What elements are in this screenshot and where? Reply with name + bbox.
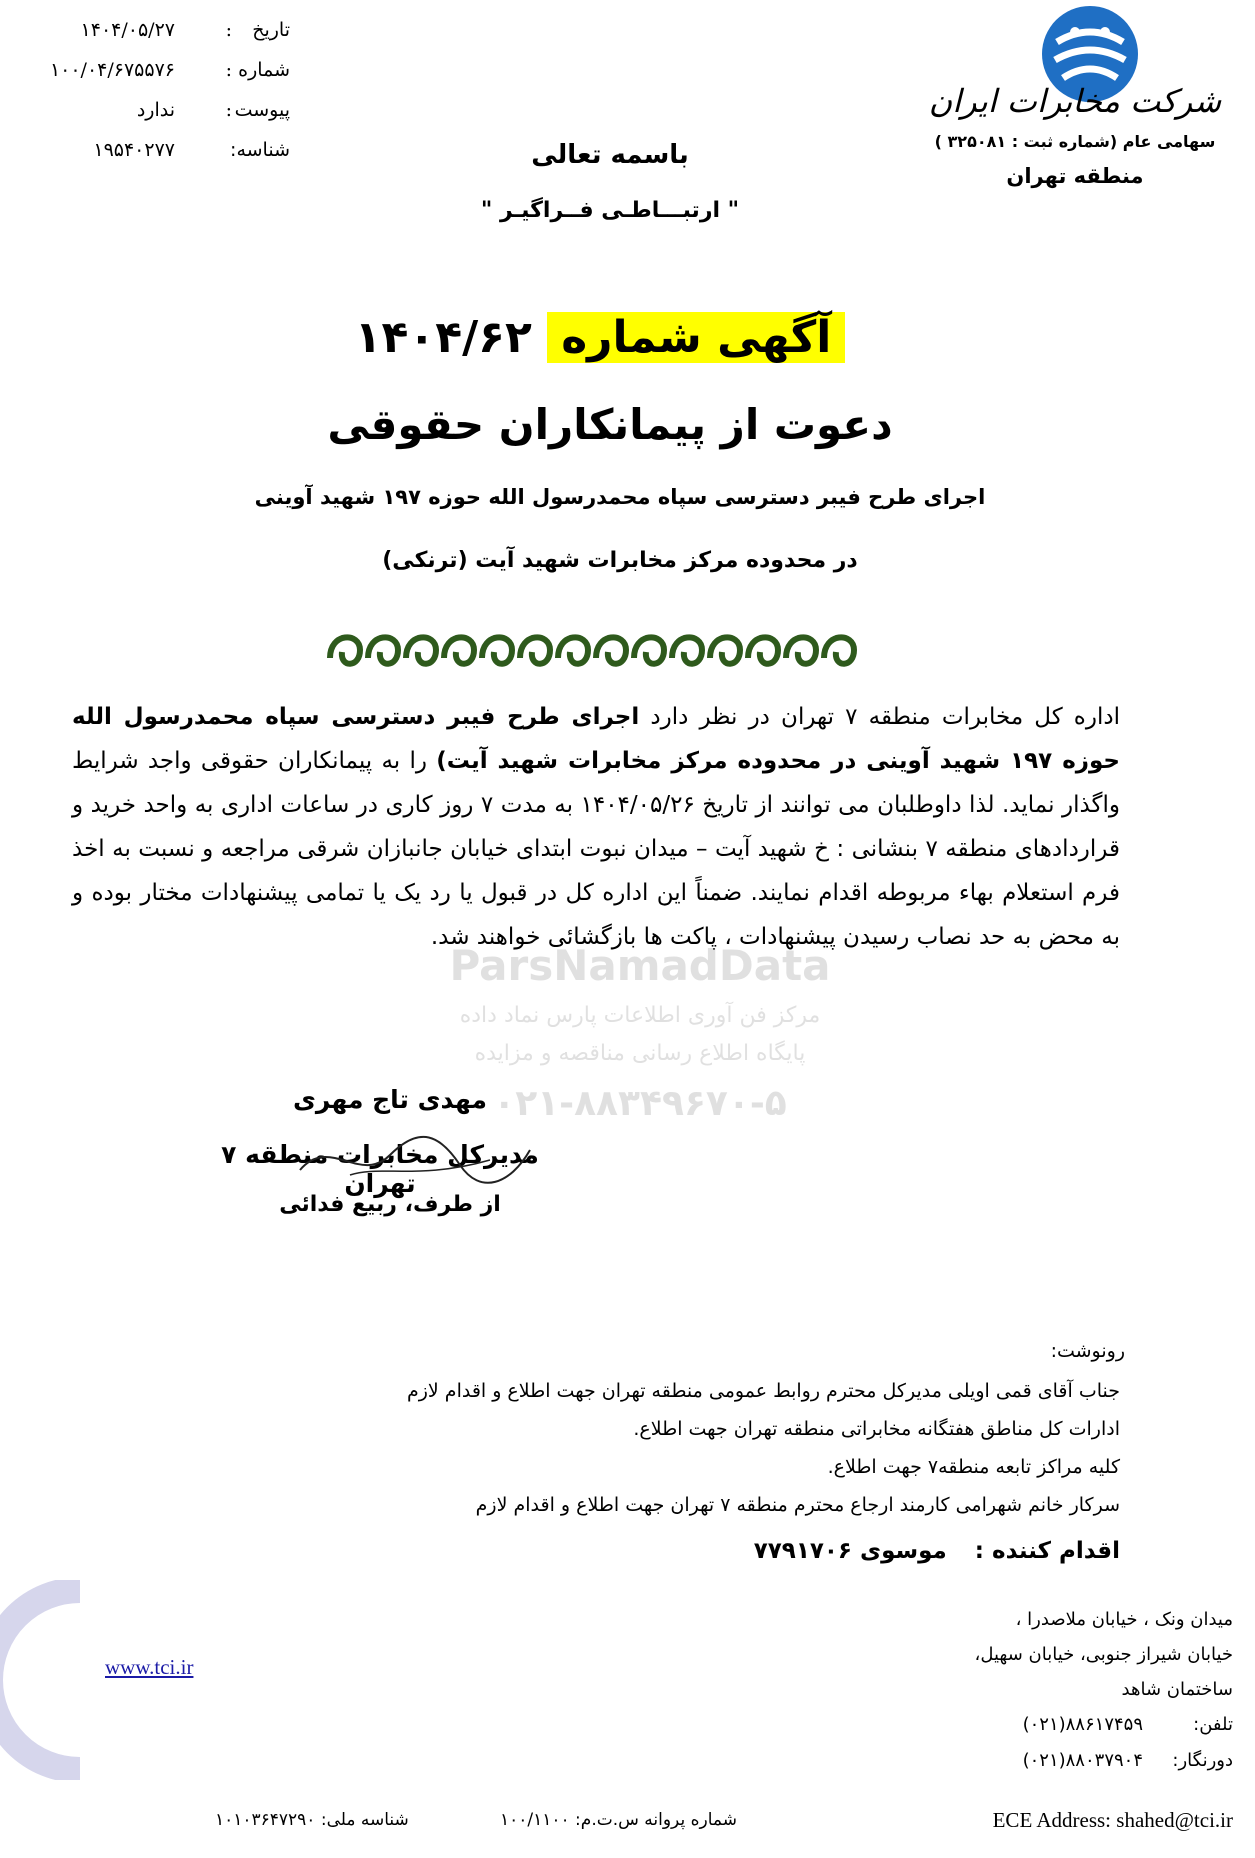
ornament-loop xyxy=(710,637,740,663)
watermark-brand: ParsNamadData xyxy=(449,941,831,990)
slogan: " ارتبـــاطـی فــراگیـر " xyxy=(480,198,740,223)
meta-id-label: شناسه: xyxy=(230,139,290,161)
meta-colon: : xyxy=(225,99,232,121)
footer-license: شماره پروانه س.ت.م: ۱۰۰/۱۱۰۰ xyxy=(500,1810,737,1830)
handwritten-signature-icon xyxy=(290,1125,540,1195)
cc-item: کلیه مراکز تابعه منطقه۷ جهت اطلاع. xyxy=(827,1456,1120,1478)
action-by xyxy=(754,1538,1120,1564)
meta-date-value: ۱۴۰۴/۰۵/۲۷ xyxy=(80,19,175,41)
ornament-loop xyxy=(444,637,474,663)
meta-date-label: تاریخ xyxy=(252,19,290,41)
signatory-title: مدیرکل مخابرات منطقه ۷ تهران xyxy=(221,1140,539,1198)
phone-value: (۰۲۱)۸۸۶۱۷۴۵۹ xyxy=(1022,1714,1143,1735)
meta-attachment-label: پیوست xyxy=(234,99,290,121)
phone-label: تلفن: xyxy=(1193,1714,1233,1735)
fax-label: دورنگار: xyxy=(1172,1750,1233,1771)
ornament-loop xyxy=(672,637,702,663)
company-name-script: شرکت مخابرات ایران xyxy=(928,82,1222,120)
body-bold-part: اجرای طرح فیبر دسترسی سپاه محمدرسول الله حوزه ۱۹۷ شهید آوینی در محدوده مرکز مخابرات شهید آیت) xyxy=(72,704,1121,774)
decorative-arc-icon xyxy=(0,1580,80,1780)
watermark-line-2: پایگاه اطلاع رسانی مناقصه و مزایده xyxy=(474,1041,806,1066)
meta-attachment-value: ندارد xyxy=(136,99,175,121)
phone-row xyxy=(913,1707,1233,1743)
watermark-phone: ۰۲۱-۸۸۳۴۹۶۷۰-۵ xyxy=(493,1083,787,1124)
meta-number-value: ۱۰۰/۰۴/۶۷۵۵۷۶ xyxy=(49,59,175,81)
website-link[interactable]: www.tci.ir xyxy=(105,1655,194,1679)
meta-colon: : xyxy=(225,19,232,41)
company-address xyxy=(913,1602,1233,1779)
company-logo-block xyxy=(915,2,1235,202)
ornament-loop xyxy=(748,637,778,663)
fax-row xyxy=(913,1743,1233,1779)
meta-date-row xyxy=(20,10,290,50)
cc-item: جناب آقای قمی اویلی مدیرکل محترم روابط عمومی منطقه تهران جهت اطلاع و اقدام لازم xyxy=(406,1380,1120,1402)
meta-id-row xyxy=(20,130,290,170)
cc-list xyxy=(300,1372,1120,1524)
body-part-1: اداره کل مخابرات منطقه ۷ تهران در نظر دارد xyxy=(639,704,1120,730)
cc-label: رونوشت: xyxy=(1050,1340,1125,1362)
bismillah-heading: باسمه تعالی xyxy=(531,140,689,170)
letter-meta xyxy=(20,10,290,170)
cc-item: سرکار خانم شهرامی کارمند ارجاع محترم منطقه ۷ تهران جهت اطلاع و اقدام لازم xyxy=(475,1494,1120,1516)
announcement-label-highlight: آگهی شماره xyxy=(547,312,845,363)
announcement-subtitle-1: اجرای طرح فیبر دسترسی سپاه محمدرسول الله حوزه ۱۹۷ شهید آوینی xyxy=(254,485,986,509)
ornament-loop xyxy=(520,637,550,663)
announcement-number: ۱۴۰۴/۶۲ xyxy=(354,312,532,363)
action-value: موسوی ۷۷۹۱۷۰۶ xyxy=(753,1538,947,1564)
announcement-subtitle-2: در محدوده مرکز مخابرات شهید آیت (ترنکی) xyxy=(382,548,858,573)
signatory-on-behalf: از طرف، ربیع فدائی xyxy=(279,1192,501,1217)
ornament-loop xyxy=(634,637,664,663)
address-line: خیابان شیراز جنوبی، خیابان سهیل، xyxy=(974,1644,1233,1665)
announcement-main-title: دعوت از پیمانکاران حقوقی xyxy=(327,400,893,449)
ornament-loop xyxy=(824,637,854,663)
meta-number-label: شماره xyxy=(238,59,290,81)
ornament-loop xyxy=(558,637,588,663)
meta-attachment-row xyxy=(20,90,290,130)
company-registration: سهامی عام (شماره ثبت : ۳۲۵۰۸۱ ) xyxy=(934,132,1216,151)
meta-id-value: ۱۹۵۴۰۲۷۷ xyxy=(93,139,175,161)
meta-number-row xyxy=(20,50,290,90)
company-region: منطقه تهران xyxy=(1006,164,1144,188)
ornament-loop xyxy=(482,637,512,663)
announcement-number-title xyxy=(300,312,900,382)
address-line: میدان ونک ، خیابان ملاصدرا ، xyxy=(1015,1609,1233,1630)
watermark-line-1: مرکز فن آوری اطلاعات پارس نماد داده xyxy=(459,1003,821,1028)
meta-colon: : xyxy=(225,59,232,81)
announcement-body xyxy=(72,695,1120,959)
address-line: ساختمان شاهد xyxy=(1121,1679,1233,1700)
ornament-divider-icon xyxy=(320,620,875,680)
footer-ece-address: ECE Address: shahed@tci.ir xyxy=(992,1808,1233,1832)
fax-value: (۰۲۱)۸۸۰۳۷۹۰۴ xyxy=(1022,1750,1143,1771)
cc-item: ادارات کل مناطق هفتگانه مخابراتی منطقه تهران جهت اطلاع. xyxy=(633,1418,1120,1440)
ornament-loop xyxy=(368,637,398,663)
ornament-loop xyxy=(330,637,360,663)
ornament-loop xyxy=(406,637,436,663)
ornament-loop xyxy=(596,637,626,663)
signatory-name: مهدی تاج مهری xyxy=(293,1085,487,1114)
footer-national-id: شناسه ملی: ۱۰۱۰۳۶۴۷۲۹۰ xyxy=(215,1810,409,1830)
body-part-2: را به پیمانکاران حقوقی واجد شرایط واگذار نماید. لذا داوطلبان می توانند از تاریخ ۱۴۰۴/۰۵/۲۶ به مدت ۷ روز کاری در ساعات اداری به واحد خرید و قراردادهای منطقه ۷ بنشانی : خ شهید آیت – میدان نبوت ابتدای خیابان جانبازان شرقی مراجعه و نسبت به اخذ فرم استعلام بهاء مربوطه اقدام نمایند. ضمناً این اداره کل در قبول یا رد یک یا تمامی پیشنهادات مختار بوده و به محض به حد نصاب رسیدن پیشنهادات ، پاکت ها بازگشائی خواهند شد. xyxy=(72,748,1120,950)
action-label: اقدام کننده : xyxy=(974,1538,1120,1564)
ornament-loop xyxy=(786,637,816,663)
